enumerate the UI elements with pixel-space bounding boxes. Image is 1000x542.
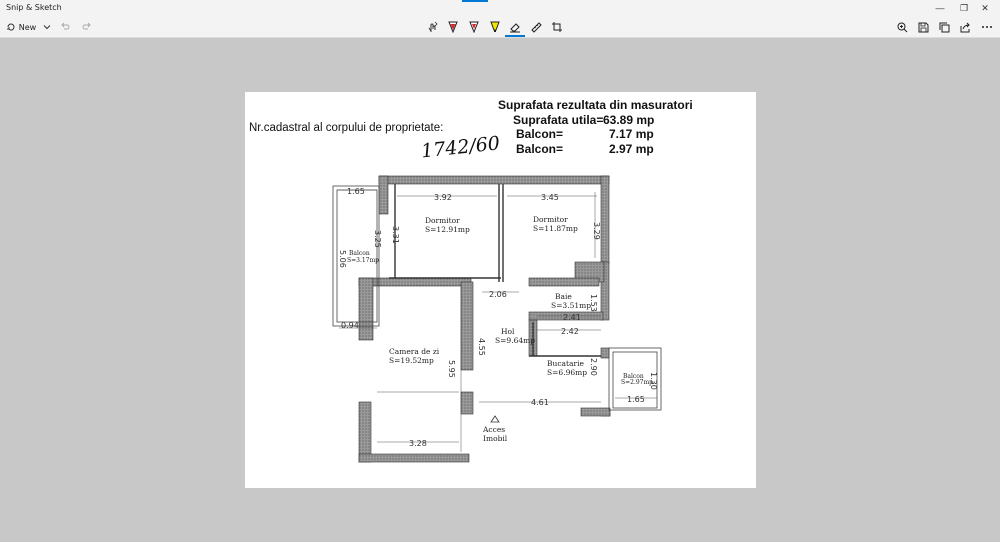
share-button[interactable] [958, 18, 972, 36]
highlighter-button[interactable] [488, 18, 502, 36]
room-name: Hol [501, 327, 515, 336]
pencil-button[interactable] [467, 18, 481, 36]
restore-button[interactable]: ❐ [959, 2, 969, 13]
dim-label: 0.94 [341, 321, 359, 330]
zoom-button[interactable] [895, 18, 909, 36]
share-icon [960, 22, 971, 33]
room-area: S=2.97mp [621, 379, 654, 386]
eraser-icon [509, 21, 521, 33]
cadastral-number: 1742/60 [420, 132, 501, 163]
room-area: S=19.52mp [389, 356, 434, 365]
more-button[interactable] [980, 18, 994, 36]
room-name: Dormitor [425, 216, 460, 225]
dim-label: 5.95 [447, 360, 456, 378]
room-area: S=11.87mp [533, 224, 578, 233]
room-name: Baie [555, 292, 572, 301]
dim-label: 1.53 [589, 294, 598, 312]
active-tool-indicator [505, 35, 525, 37]
room-area: S=9.64mp [495, 336, 536, 345]
cadastral-label: Nr.cadastral al corpului de proprietate: [249, 122, 444, 134]
touch-writing-icon [426, 21, 438, 33]
pencil-icon [469, 21, 479, 33]
new-dropdown-button[interactable] [41, 18, 53, 36]
room-name: Camera de zi [389, 347, 440, 356]
room-area: S=3.17mp [347, 257, 380, 264]
usable-area-label: Suprafata utila= [513, 113, 604, 127]
dim-label: 3.92 [434, 193, 452, 202]
redo-button[interactable] [81, 18, 93, 36]
close-button[interactable]: ✕ [981, 2, 989, 13]
save-button[interactable] [916, 18, 930, 36]
dim-label: 4.55 [477, 338, 486, 356]
title-bar [0, 0, 1000, 16]
dim-label: 1.65 [347, 187, 365, 196]
pen-icon [448, 21, 458, 33]
toolbar [0, 16, 1000, 38]
copy-icon [939, 22, 950, 33]
copy-button[interactable] [937, 18, 951, 36]
crop-button[interactable] [550, 18, 564, 36]
touch-writing-button[interactable] [425, 18, 439, 36]
entrance-label: Imobil [483, 434, 508, 443]
zoom-icon [897, 22, 908, 33]
room-area: S=3.51mp [551, 301, 592, 310]
room-name: Bucatarie [547, 359, 584, 368]
room-area: S=12.91mp [425, 225, 470, 234]
dim-label: 1.65 [627, 395, 645, 404]
eraser-button[interactable] [508, 18, 522, 36]
dim-label: 3.29 [592, 222, 601, 240]
undo-button[interactable] [59, 18, 71, 36]
app-title: Snip & Sketch [6, 3, 62, 12]
save-icon [918, 22, 929, 33]
usable-area-value: 63.89 mp [603, 113, 655, 127]
chevron-down-icon [43, 24, 51, 30]
dim-label: 2.90 [589, 358, 598, 376]
undo-icon [60, 22, 70, 32]
entrance-label: Acces [483, 425, 506, 434]
summary-title: Suprafata rezultata din masuratori [498, 98, 693, 112]
redo-icon [82, 22, 92, 32]
new-button[interactable] [5, 18, 37, 36]
ruler-button[interactable] [529, 18, 543, 36]
dim-label: 2.41 [563, 313, 581, 322]
crop-icon [551, 21, 563, 33]
highlighter-icon [490, 21, 500, 33]
entrance-arrow-icon [491, 416, 499, 422]
balcony1-value: 7.17 mp [609, 127, 654, 141]
drag-indicator [462, 0, 488, 2]
room-name: Balcon [349, 250, 370, 257]
document-image[interactable] [245, 92, 756, 488]
balcony2-value: 2.97 mp [609, 142, 654, 156]
balcony1-label: Balcon= [516, 127, 564, 141]
dim-label: 3.28 [409, 439, 427, 448]
room-name: Balcon [623, 373, 644, 380]
dim-label: 3.45 [541, 193, 559, 202]
dim-label: 2.42 [561, 327, 579, 336]
ruler-icon [530, 21, 542, 33]
dim-label: 5.06 [338, 250, 347, 268]
floor-plan [245, 92, 756, 488]
more-icon [981, 25, 993, 29]
room-name: Dormitor [533, 215, 568, 224]
new-snip-icon [6, 22, 16, 32]
dim-label: 3.25 [373, 230, 382, 248]
dim-label: 1.30 [649, 372, 658, 390]
dim-label: 3.31 [391, 226, 400, 244]
room-area: S=6.96mp [547, 368, 588, 377]
new-label: New [18, 22, 37, 32]
ballpoint-pen-button[interactable] [446, 18, 460, 36]
minimize-button[interactable]: — [935, 3, 945, 13]
balcony2-label: Balcon= [516, 142, 564, 156]
dim-label: 2.06 [489, 290, 507, 299]
dim-label: 4.61 [531, 398, 549, 407]
